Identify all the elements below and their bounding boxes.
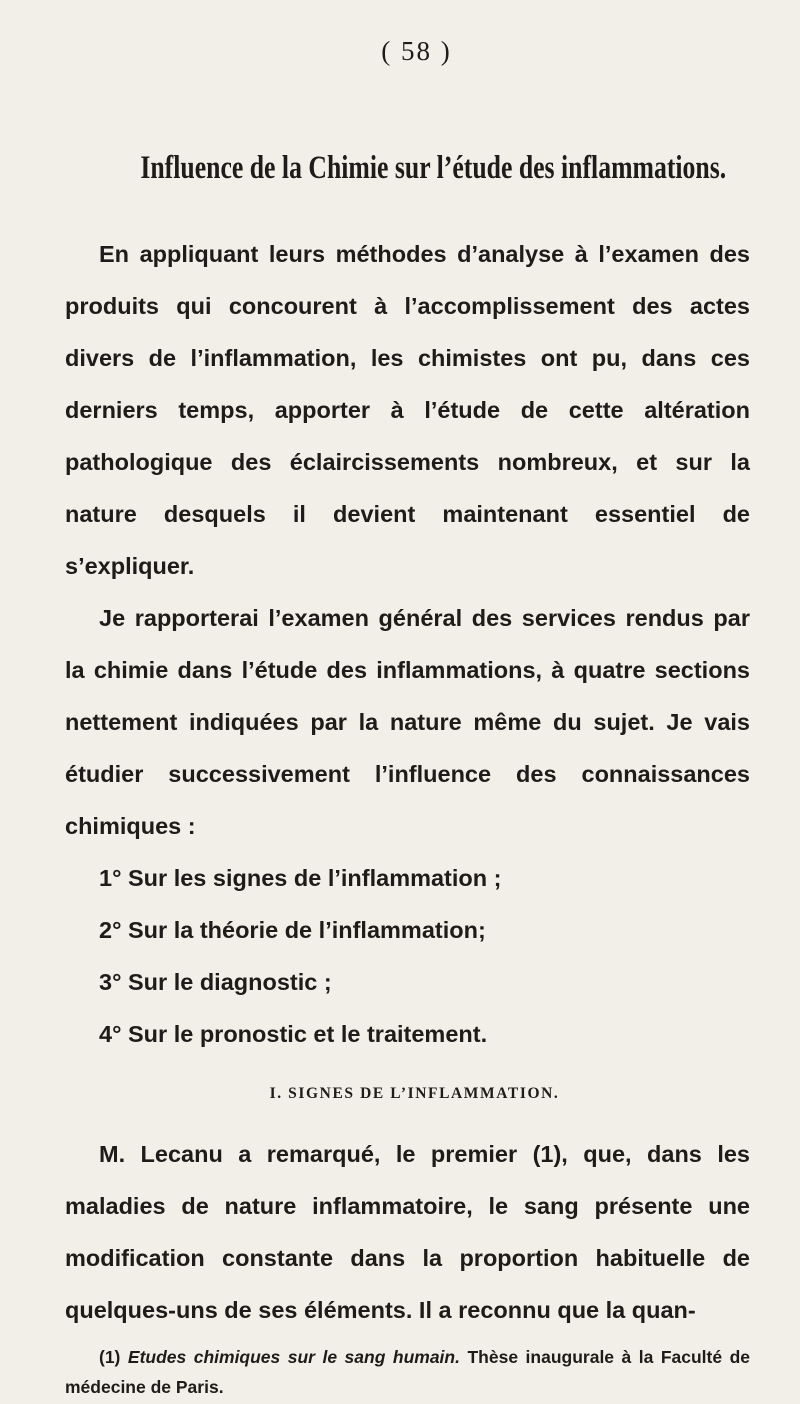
list-item: 1° Sur les signes de l’inflammation ;	[99, 865, 502, 891]
section-list	[65, 852, 750, 1060]
body-text	[65, 228, 750, 1336]
footnote	[65, 1342, 750, 1402]
footnote-text: Thèse inaugurale à la Faculté de médecine de Paris.	[65, 1347, 750, 1397]
document-page	[65, 28, 750, 1402]
paragraph-3: M. Lecanu a remarqué, le premier (1), que, dans les maladies de nature inflammatoire, le sang présente une modification constante dans la proportion habituelle de quelques-uns de ses éléments. Il a reconnu que la quan-	[65, 1141, 750, 1323]
footnote-title: Etudes chimiques sur le sang humain.	[127, 1347, 460, 1367]
list-item: 3° Sur le diagnostic ;	[99, 969, 332, 995]
paragraph-1: En appliquant leurs méthodes d’analyse à l’examen des produits qui concourent à l’accomplissement des actes divers de l’inflammation, les chimistes ont pu, dans ces derniers temps, apporter à l’étude de cette altération pathologique des éclaircissements nombreux, et sur la nature desquels il devient maintenant essentiel de s’expliquer.	[65, 241, 750, 579]
list-item: 2° Sur la théorie de l’inflammation;	[99, 917, 486, 943]
list-item: 4° Sur le pronostic et le traitement.	[99, 1021, 488, 1047]
chapter-title: Influence de la Chimie sur l’étude des inflammations.	[140, 150, 727, 186]
paragraph-2: Je rapporterai l’examen général des services rendus par la chimie dans l’étude des inflammations, à quatre sections nettement indiquées par la nature même du sujet. Je vais étudier successivement l’influence des connaissances chimiques :	[65, 605, 750, 839]
footnote-marker: (1)	[99, 1347, 121, 1367]
section-heading: I. SIGNES DE L’INFLAMMATION.	[269, 1085, 560, 1102]
page-number: ( 58 )	[381, 36, 452, 66]
